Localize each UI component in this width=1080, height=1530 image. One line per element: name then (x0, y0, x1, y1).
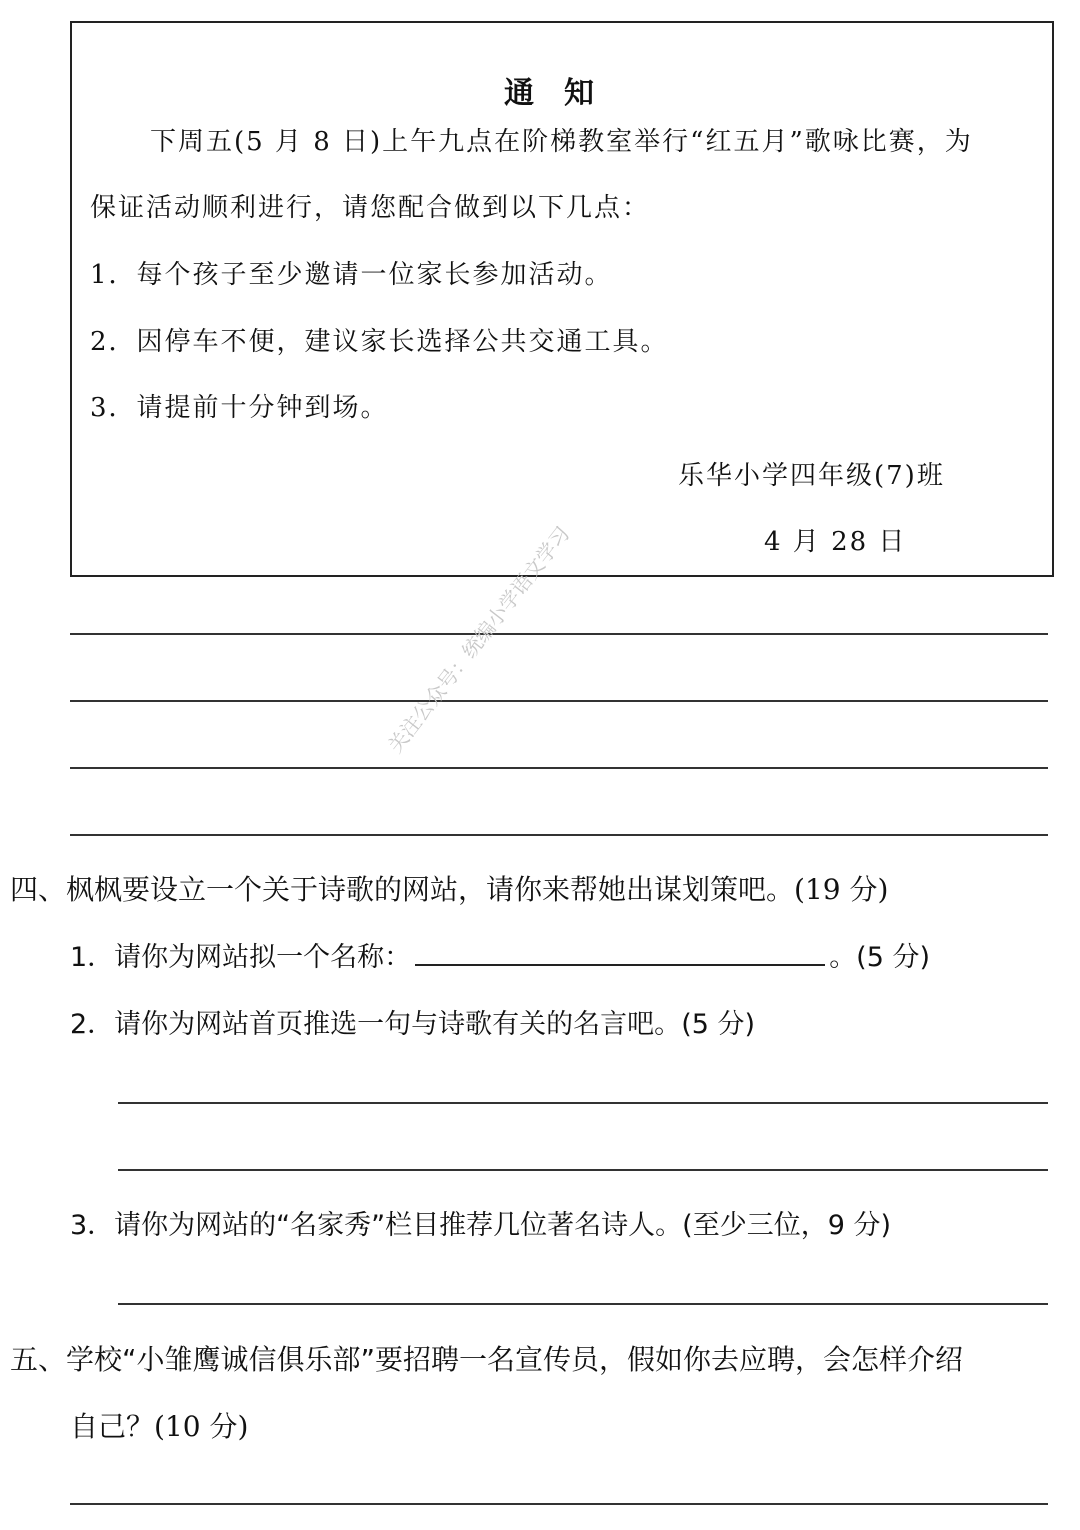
answer-line[interactable] (70, 700, 1048, 702)
notice-box (70, 21, 1054, 577)
section5-points: (10 分) (154, 1410, 249, 1443)
watermark: 关注公众号：统编小学语文学习 (383, 521, 575, 758)
notice-paragraph-line2: 保证活动顺利进行，请您配合做到以下几点： (90, 193, 651, 223)
section4-points: (19 分) (794, 873, 889, 906)
q1-text: 1．请你为网站拟一个名称： (70, 942, 412, 973)
q3-answer-line[interactable] (118, 1303, 1048, 1305)
section4-heading (10, 868, 888, 908)
answer-line[interactable] (70, 834, 1048, 836)
section5-heading-text: 自己？ (70, 1410, 155, 1443)
q1-points: 。(5 分) (829, 942, 931, 973)
q2-points: (5 分) (681, 1009, 756, 1040)
section5-heading-line1: 五、学校“小雏鹰诚信俱乐部”要招聘一名宣传员，假如你去应聘，会怎样介绍 (10, 1343, 964, 1376)
notice-item-2: 2．因停车不便，建议家长选择公共交通工具。 (90, 327, 669, 357)
section4-q2 (70, 1002, 755, 1041)
notice-signature: 乐华小学四年级(7)班 (678, 461, 945, 491)
section5-answer-line[interactable] (70, 1503, 1048, 1505)
q3-points: (至少三位，9 分) (682, 1210, 891, 1241)
notice-item-3: 3．请提前十分钟到场。 (90, 393, 389, 423)
answer-line[interactable] (70, 633, 1048, 635)
q1-answer-blank[interactable] (415, 938, 825, 966)
q3-text: 3．请你为网站的“名家秀”栏目推荐几位著名诗人。 (70, 1210, 683, 1241)
q2-text: 2．请你为网站首页推选一句与诗歌有关的名言吧。 (70, 1009, 682, 1040)
answer-line[interactable] (70, 767, 1048, 769)
section4-q1 (70, 935, 930, 974)
notice-paragraph-line1: 下周五(5 月 8 日)上午九点在阶梯教室举行“红五月”歌咏比赛，为 (150, 127, 973, 157)
notice-title: 通知 (504, 76, 624, 111)
notice-date: 4 月 28 日 (764, 527, 907, 557)
q2-answer-line[interactable] (118, 1102, 1048, 1104)
section4-q3 (70, 1203, 891, 1242)
notice-item-1: 1．每个孩子至少邀请一位家长参加活动。 (90, 260, 613, 290)
section4-heading-text: 四、枫枫要设立一个关于诗歌的网站，请你来帮她出谋划策吧。 (10, 873, 795, 906)
section5-heading-line2 (70, 1405, 248, 1445)
q2-answer-line[interactable] (118, 1169, 1048, 1171)
